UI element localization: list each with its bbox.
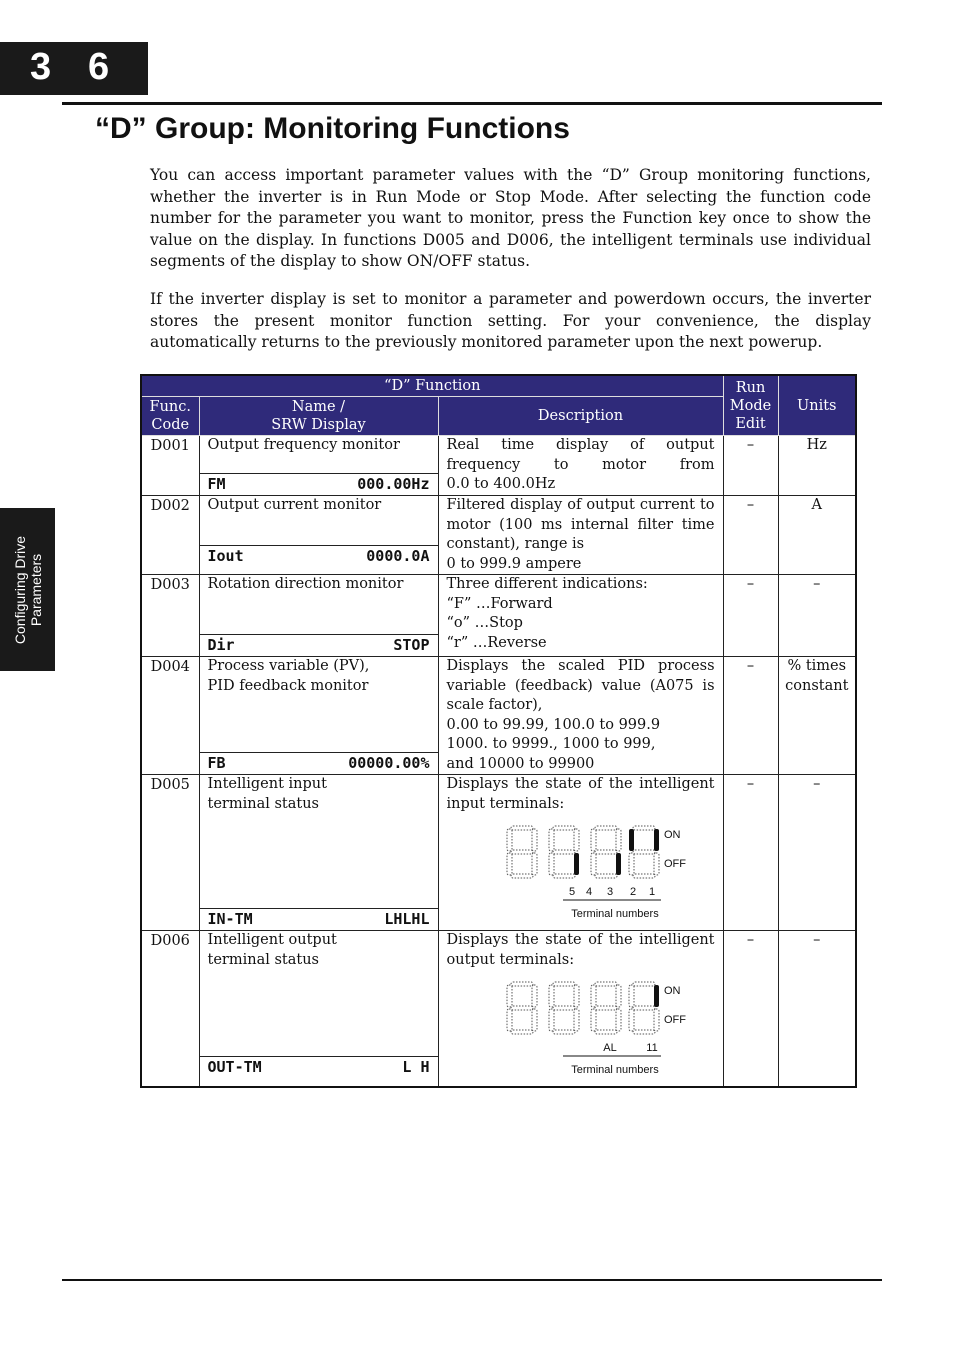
function-name: Output frequency monitor xyxy=(207,437,400,453)
table-row xyxy=(141,657,856,775)
function-name-line: terminal status xyxy=(207,795,319,812)
description xyxy=(438,931,723,1087)
srw-display xyxy=(200,752,438,774)
srw-label: FM xyxy=(207,475,226,493)
description xyxy=(438,775,723,931)
description-line: 0.0 to 400.0Hz xyxy=(446,476,556,492)
terminal-numbers-caption: Terminal numbers xyxy=(570,1064,659,1076)
description-line: Real time display of output frequency to motor from xyxy=(446,437,715,473)
top-rule xyxy=(62,102,882,105)
terminal-number: AL xyxy=(602,1042,617,1054)
units: – xyxy=(778,931,856,1087)
page-number-block xyxy=(0,42,148,95)
description-line: and 10000 to 99900 xyxy=(446,755,595,772)
description-header: Description xyxy=(438,397,723,436)
func-code: D001 xyxy=(141,436,199,496)
units: % times constant xyxy=(778,657,856,775)
name-cell xyxy=(199,575,438,657)
terminal-number: 2 xyxy=(629,886,636,898)
srw-label: IN-TM xyxy=(207,910,253,928)
table-row xyxy=(141,775,856,931)
page-title: “D” Group: Monitoring Functions xyxy=(95,112,570,145)
srw-value: LHLHL xyxy=(384,910,430,928)
function-name-line: Process variable (PV), xyxy=(207,658,370,674)
function-name-line: Intelligent input xyxy=(207,776,327,792)
srw-label: Iout xyxy=(207,547,244,565)
description-line: Displays the state of the intelligent output terminals: xyxy=(446,932,715,968)
srw-value: 000.00Hz xyxy=(357,475,430,493)
function-name-line: PID feedback monitor xyxy=(207,677,369,694)
table-row xyxy=(141,436,856,496)
run-mode-edit: – xyxy=(723,931,778,1087)
off-label: OFF xyxy=(663,1014,686,1026)
function-name-line: Intelligent output xyxy=(207,932,337,948)
description-line: Displays the state of the intelligent input terminals: xyxy=(446,776,715,812)
on-label: ON xyxy=(663,985,680,997)
func-code: D002 xyxy=(141,496,199,575)
func-code: D004 xyxy=(141,657,199,775)
description xyxy=(438,436,723,496)
srw-label: Dir xyxy=(207,636,235,654)
func-code: D006 xyxy=(141,931,199,1087)
run-mode-edit: – xyxy=(723,775,778,931)
srw-value: 00000.00% xyxy=(348,754,430,772)
output-terminal-status-diagram xyxy=(481,970,686,1076)
terminal-number: 3 xyxy=(606,886,613,898)
srw-display xyxy=(200,1056,438,1078)
d-function-table xyxy=(140,374,857,1088)
description-line: Displays the scaled PID process variable (feedback) value (A075 is scale factor), xyxy=(446,658,715,713)
terminal-number: 1 xyxy=(648,886,655,898)
run-mode-edit: – xyxy=(723,657,778,775)
terminal-number: 5 xyxy=(568,886,575,898)
units: – xyxy=(778,575,856,657)
chapter-side-tab xyxy=(0,508,55,671)
page-chapter-number: 3 xyxy=(30,46,52,88)
name-cell xyxy=(199,657,438,775)
description-line: Three different indications: xyxy=(446,576,648,592)
name-cell xyxy=(199,775,438,931)
description-line: 0 to 999.9 ampere xyxy=(446,555,582,572)
srw-display xyxy=(200,634,438,656)
terminal-number: 11 xyxy=(645,1042,658,1054)
units-header: Units xyxy=(778,375,856,436)
func-code: D005 xyxy=(141,775,199,931)
group-header: “D” Function xyxy=(141,375,723,397)
name-cell xyxy=(199,496,438,575)
name-cell xyxy=(199,931,438,1087)
srw-value: L H xyxy=(402,1057,430,1076)
func-code-header-line-1: Func. xyxy=(149,399,191,415)
run-mode-edit: – xyxy=(723,496,778,575)
function-name-line: terminal status xyxy=(207,951,319,968)
table-row xyxy=(141,575,856,657)
units: – xyxy=(778,775,856,931)
name-header xyxy=(199,397,438,436)
srw-value: 0000.0A xyxy=(366,547,430,565)
terminal-number: 4 xyxy=(585,886,592,898)
srw-display xyxy=(200,545,438,567)
side-tab-line-1: Configuring Drive xyxy=(11,535,28,644)
input-terminal-status-diagram xyxy=(481,814,686,920)
description-line: “r” …Reverse xyxy=(446,634,547,651)
func-code-header-line-2: Code xyxy=(151,417,190,433)
description xyxy=(438,575,723,657)
name-cell xyxy=(199,436,438,496)
name-header-line-2: SRW Display xyxy=(271,417,366,433)
run-mode-edit: – xyxy=(723,436,778,496)
run-mode-edit: – xyxy=(723,575,778,657)
srw-display xyxy=(200,473,438,495)
description-line: Filtered display of output current to motor (100 ms internal filter time constant), range is xyxy=(446,497,715,552)
intro-paragraph: You can access important parameter values with the “D” Group monitoring functions, whether the inverter is in Run Mode or Stop Mode. After selecting the function code number for the parameter you want to monitor, press the Function key once to show the value on the display. In functions D005 and D006, the intelligent terminals use individual segments of the display to show ON/OFF status. xyxy=(150,166,871,270)
terminal-numbers-caption: Terminal numbers xyxy=(570,908,659,920)
description xyxy=(438,657,723,775)
on-label: ON xyxy=(663,829,680,841)
bottom-rule xyxy=(62,1279,882,1281)
table-row xyxy=(141,931,856,1087)
description-line: 1000. to 9999., 1000 to 999, xyxy=(446,736,656,752)
srw-label: FB xyxy=(207,754,226,772)
function-name: Output current monitor xyxy=(207,497,382,513)
off-label: OFF xyxy=(663,858,686,870)
func-code: D003 xyxy=(141,575,199,657)
units: A xyxy=(778,496,856,575)
run-mode-edit-header xyxy=(723,375,778,436)
srw-label: OUT-TM xyxy=(207,1057,262,1076)
description-line: 0.00 to 99.99, 100.0 to 999.9 xyxy=(446,716,661,733)
description xyxy=(438,496,723,575)
srw-display xyxy=(200,908,438,930)
run-header-line-3: Edit xyxy=(735,415,766,432)
description-line: “o” …Stop xyxy=(446,615,523,631)
run-header-line-1: Run xyxy=(735,379,766,396)
powerdown-paragraph: If the inverter display is set to monitor a parameter and powerdown occurs, the inverter stores the present monitor function setting. For your convenience, the display automatically returns to the previously monitored parameter upon the next powerup. xyxy=(150,290,871,351)
function-name: Rotation direction monitor xyxy=(207,576,404,592)
description-line: “F” …Forward xyxy=(446,595,553,612)
units: Hz xyxy=(778,436,856,496)
name-header-line-1: Name / xyxy=(291,399,346,415)
table-row xyxy=(141,496,856,575)
side-tab-line-2: Parameters xyxy=(27,553,44,626)
srw-value: STOP xyxy=(393,636,430,654)
run-header-line-2: Mode xyxy=(729,397,772,414)
func-code-header xyxy=(141,397,199,436)
page-number: 6 xyxy=(88,46,110,88)
